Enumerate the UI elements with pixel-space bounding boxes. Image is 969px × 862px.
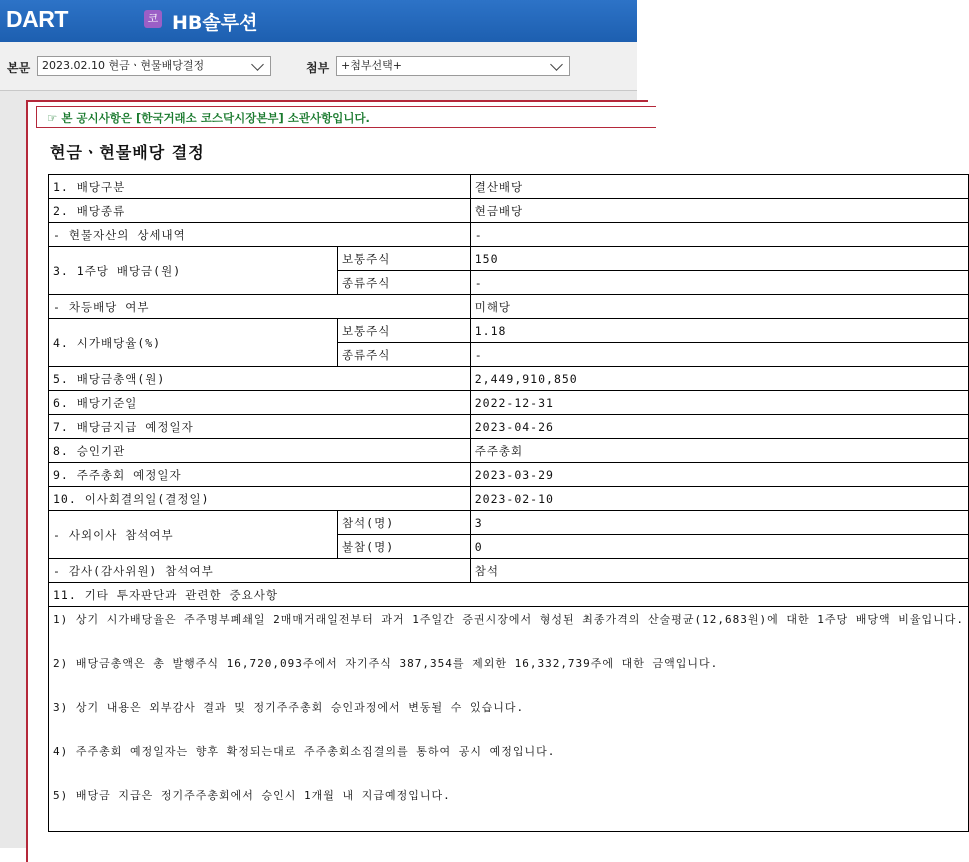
row-value: 주주총회: [470, 439, 968, 463]
row-value: 3: [470, 511, 968, 535]
attach-select-value: +첨부선택+: [341, 59, 402, 72]
table-row: [49, 223, 969, 247]
row-value: 현금배당: [470, 199, 968, 223]
note-3: 3) 상기 내용은 외부감사 결과 및 정기주주총회 승인과정에서 변동될 수 있습니다.: [53, 701, 525, 714]
table-row: [49, 463, 969, 487]
body-label: 본문: [7, 61, 31, 75]
row-label: 7. 배당금지급 예정일자: [49, 415, 471, 439]
row-value: 2022-12-31: [470, 391, 968, 415]
attach-label: 첨부: [306, 61, 330, 75]
disclosure-document: [26, 100, 964, 862]
note-1: 1) 상기 시가배당율은 주주명부폐쇄일 2매매거래일전부터 과거 1주일간 증권시장에서 형성된 최종가격의 산술평균(12,683원)에 대한 1주당 배당액 비율입니다.: [53, 613, 964, 626]
kosdaq-badge: 코: [144, 10, 162, 28]
row-sublabel: 보통주식: [337, 247, 470, 271]
table-row: [49, 511, 969, 535]
row-label: 4. 시가배당율(%): [49, 319, 338, 367]
note-5: 5) 배당금 지급은 정기주주총회에서 승인시 1개월 내 지급예정입니다.: [53, 789, 451, 802]
logo-text: DART: [6, 6, 68, 32]
row-sublabel: 종류주식: [337, 343, 470, 367]
row-sublabel: 불참(명): [337, 535, 470, 559]
table-row: [49, 295, 969, 319]
table-row: [49, 415, 969, 439]
table-row: [49, 367, 969, 391]
company-name: HB솔루션: [172, 12, 258, 34]
attach-select[interactable]: [336, 56, 570, 76]
row-label: - 감사(감사위원) 참석여부: [49, 559, 471, 583]
table-row: [49, 391, 969, 415]
row-value: 2023-04-26: [470, 415, 968, 439]
table-row: [49, 247, 969, 271]
dividend-table: [48, 174, 969, 832]
note-4: 4) 주주총회 예정일자는 향후 확정되는대로 주주총회소집결의를 통하여 공시 예정입니다.: [53, 745, 556, 758]
row-label: 6. 배당기준일: [49, 391, 471, 415]
chevron-down-icon: [251, 58, 264, 71]
row-value: 0: [470, 535, 968, 559]
row-sublabel: 참석(명): [337, 511, 470, 535]
row-value: 결산배당: [470, 175, 968, 199]
row-label: 5. 배당금총액(원): [49, 367, 471, 391]
row-label: 11. 기타 투자판단과 관련한 중요사항: [49, 583, 969, 607]
table-row: [49, 319, 969, 343]
row-value: 150: [470, 247, 968, 271]
table-row: [49, 487, 969, 511]
document-title: 현금ㆍ현물배당 결정: [50, 143, 205, 162]
table-row: [49, 439, 969, 463]
table-row: [49, 607, 969, 832]
jurisdiction-notice: ☞ 본 공시사항은 [한국거래소 코스닥시장본부] 소관사항입니다.: [36, 106, 656, 128]
table-row: [49, 583, 969, 607]
app-header: [0, 0, 637, 42]
body-select[interactable]: [37, 56, 271, 76]
body-select-value: 2023.02.10 현금ㆍ현물배당결정: [42, 59, 205, 72]
row-label: - 차등배당 여부: [49, 295, 471, 319]
row-label: 1. 배당구분: [49, 175, 471, 199]
row-value: -: [470, 343, 968, 367]
row-label: - 현물자산의 상세내역: [49, 223, 471, 247]
row-label: 2. 배당종류: [49, 199, 471, 223]
document-toolbar: [0, 42, 637, 91]
row-value: 1.18: [470, 319, 968, 343]
row-sublabel: 종류주식: [337, 271, 470, 295]
chevron-down-icon: [550, 58, 563, 71]
row-value: -: [470, 223, 968, 247]
row-value: 2,449,910,850: [470, 367, 968, 391]
notes-cell: [49, 607, 969, 832]
row-label: 3. 1주당 배당금(원): [49, 247, 338, 295]
dart-logo[interactable]: [6, 6, 68, 33]
note-2: 2) 배당금총액은 총 발행주식 16,720,093주에서 자기주식 387,354를 제외한 16,332,739주에 대한 금액입니다.: [53, 657, 719, 670]
row-value: 참석: [470, 559, 968, 583]
table-row: [49, 199, 969, 223]
row-value: 2023-03-29: [470, 463, 968, 487]
row-label: 9. 주주총회 예정일자: [49, 463, 471, 487]
row-value: 2023-02-10: [470, 487, 968, 511]
row-label: 10. 이사회결의일(결정일): [49, 487, 471, 511]
row-value: -: [470, 271, 968, 295]
row-label: 8. 승인기관: [49, 439, 471, 463]
table-row: [49, 559, 969, 583]
row-sublabel: 보통주식: [337, 319, 470, 343]
row-label: - 사외이사 참석여부: [49, 511, 338, 559]
table-row: [49, 175, 969, 199]
row-value: 미해당: [470, 295, 968, 319]
